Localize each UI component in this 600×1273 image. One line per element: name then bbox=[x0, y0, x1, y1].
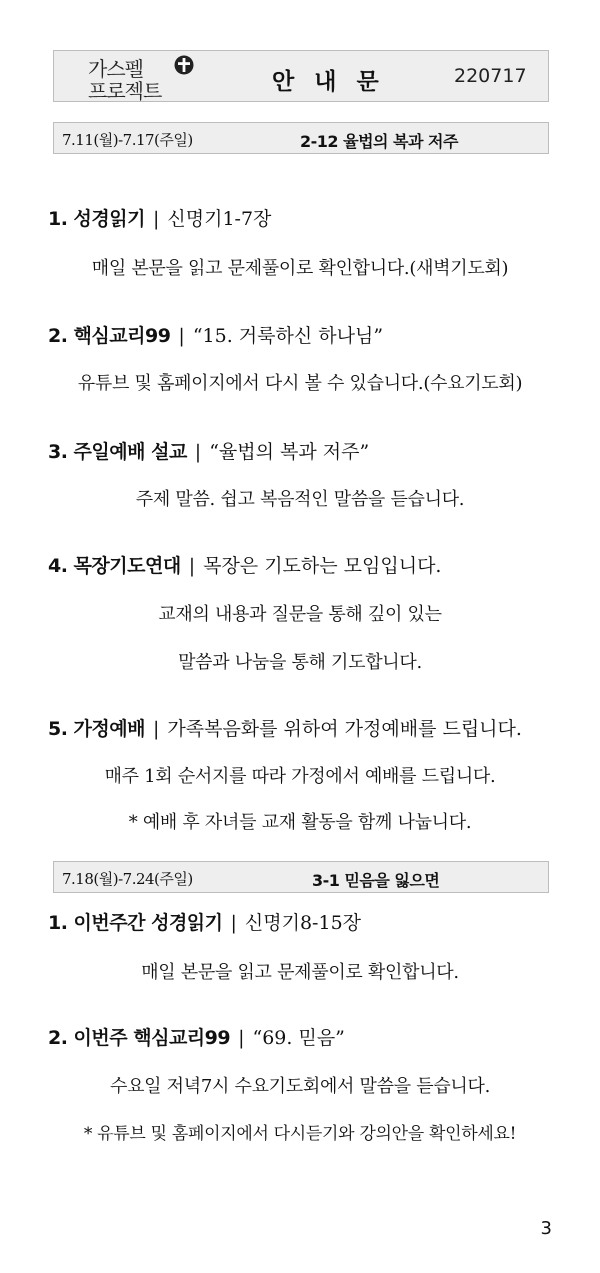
week2-item-2-line-2: * 유튜브 및 홈페이지에서 다시듣기와 강의안을 확인하세요! bbox=[83, 1124, 517, 1144]
week1-item-4-line-1: 교재의 내용과 질문을 통해 깊이 있는 bbox=[158, 604, 442, 625]
logo-line1: 가스펠 bbox=[88, 57, 143, 81]
week1-item-4-line-2: 말씀과 나눔을 통해 기도합니다. bbox=[178, 652, 422, 673]
item-detail: “15. 거룩하신 하나님” bbox=[192, 325, 384, 347]
separator: | bbox=[238, 1027, 245, 1049]
week1-item-1-heading bbox=[48, 204, 271, 231]
separator: | bbox=[230, 912, 237, 934]
separator: | bbox=[178, 325, 185, 347]
week2-item-2-heading bbox=[48, 1023, 345, 1050]
week1-date: 7.11(월)-7.17(주일) bbox=[62, 131, 193, 149]
week2-theme: 3-1 믿음을 잃으면 bbox=[312, 871, 440, 890]
cross-icon bbox=[174, 55, 194, 75]
week1-item-1-line-1: 매일 본문을 읽고 문제풀이로 확인합니다.(새벽기도회) bbox=[91, 258, 509, 279]
item-title: 5. 가정예배 bbox=[48, 718, 145, 740]
item-detail: 신명기8-15장 bbox=[244, 912, 362, 934]
week1-item-3-line-1: 주제 말씀. 쉽고 복음적인 말씀을 듣습니다. bbox=[135, 489, 465, 510]
item-detail: “율법의 복과 저주” bbox=[209, 441, 370, 463]
week1-item-2-line-1: 유튜브 및 홈페이지에서 다시 볼 수 있습니다.(수요기도회) bbox=[77, 373, 523, 394]
week2-item-1-line-1: 매일 본문을 읽고 문제풀이로 확인합니다. bbox=[141, 962, 459, 983]
separator: | bbox=[152, 208, 160, 230]
gospel-project-logo bbox=[78, 53, 198, 103]
page-number: 3 bbox=[540, 1218, 552, 1239]
bulletin-code: 220717 bbox=[454, 65, 527, 87]
week2-bar bbox=[53, 861, 549, 893]
item-detail: 목장은 기도하는 모임입니다. bbox=[203, 555, 442, 577]
item-detail: 가족복음화를 위하여 가정예배를 드립니다. bbox=[167, 718, 522, 740]
week1-item-5-heading bbox=[48, 714, 522, 741]
week2-item-2-line-1: 수요일 저녁7시 수요기도회에서 말씀을 듣습니다. bbox=[109, 1076, 491, 1097]
separator: | bbox=[194, 441, 202, 463]
week1-item-5-line-1: 매주 1회 순서지를 따라 가정에서 예배를 드립니다. bbox=[104, 766, 496, 787]
week2-item-1-heading bbox=[48, 908, 361, 935]
item-detail: “69. 믿음” bbox=[252, 1027, 345, 1049]
separator: | bbox=[152, 718, 160, 740]
logo-line2: 프로젝트 bbox=[88, 79, 162, 103]
separator: | bbox=[188, 555, 196, 577]
header-bar bbox=[53, 50, 549, 102]
item-title: 1. 이번주간 성경읽기 bbox=[48, 912, 223, 934]
page-title: 안 내 문 bbox=[272, 69, 385, 95]
item-title: 1. 성경읽기 bbox=[48, 208, 145, 230]
item-title: 3. 주일예배 설교 bbox=[48, 441, 187, 463]
week1-item-3-heading bbox=[48, 437, 369, 464]
item-title: 4. 목장기도연대 bbox=[48, 555, 181, 577]
week1-item-4-heading bbox=[48, 551, 441, 578]
item-title: 2. 이번주 핵심교리99 bbox=[48, 1027, 231, 1049]
item-detail: 신명기1-7장 bbox=[167, 208, 272, 230]
item-title: 2. 핵심교리99 bbox=[48, 325, 171, 347]
week1-item-2-heading bbox=[48, 321, 383, 348]
week1-item-5-line-2: * 예배 후 자녀들 교재 활동을 함께 나눕니다. bbox=[128, 812, 472, 833]
week1-theme: 2-12 율법의 복과 저주 bbox=[300, 132, 458, 151]
week1-bar bbox=[53, 122, 549, 154]
week2-date: 7.18(월)-7.24(주일) bbox=[62, 870, 193, 888]
